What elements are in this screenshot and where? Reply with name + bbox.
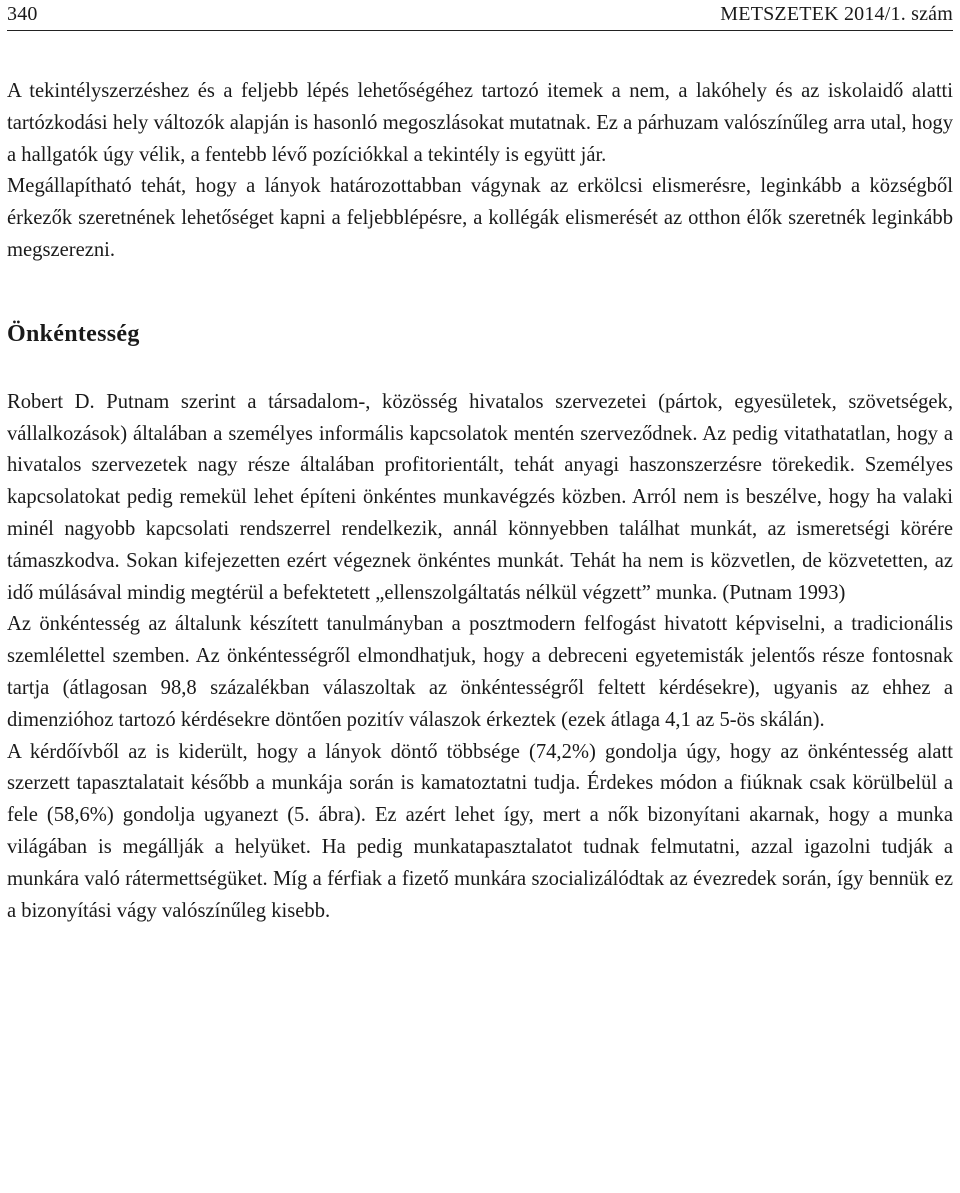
document-page (7, 0, 953, 927)
journal-title: METSZETEK 2014/1. szám (720, 3, 953, 25)
body-paragraph-1: Robert D. Putnam szerint a társadalom-, közösség hivatalos szervezetei (pártok, egyesületek, szövetségek, vállalkozások) általában a személyes informális kapcsolatok mentén szerveződnek. Az pedig vitathatatlan, hogy a hivatalos szervezetek nagy része általában profitorientált, tehát anyagi haszonszerzésre törekedik. Személyes kapcsolatokat pedig remekül lehet építeni önkéntes munkavégzés közben. Arról nem is beszélve, hogy ha valaki minél nagyobb kapcsolati rendszerrel rendelkezik, annál könnyebben találhat munkát, az ismeretségi körére támaszkodva. Sokan kifejezetten ezért végeznek önkéntes munkát. Tehát ha nem is közvetlen, de közvetetten, az idő múlásával mindig megtérül a befektetett „ellenszolgáltatás nélkül végzett” munka. (Putnam 1993) (7, 390, 953, 604)
intro-paragraph-1: A tekintélyszerzéshez és a feljebb lépés lehetőségéhez tartozó itemek a nem, a lakóhely és az iskolaidő alatti tartózkodási hely változók alapján is hasonló megoszlásokat mutatnak. Ez a párhuzam valószínűleg arra utal, hogy a hallgatók úgy vélik, a fentebb lévő pozíciókkal a tekintély is együtt jár. (7, 80, 953, 166)
body-paragraph-2: Az önkéntesség az általunk készített tanulmányban a posztmodern felfogást hivatott képviselni, a tradicionális szemlélettel szemben. Az önkéntességről elmondhatjuk, hogy a debreceni egyetemisták jelentős része fontosnak tartja (átlagosan 98,8 százalékban válaszoltak az önkéntességről feltett kérdésekre), ugyanis az ehhez a dimenzióhoz tartozó kérdésekre döntően pozitív válaszok érkeztek (ezek átlaga 4,1 az 5-ös skálán). (7, 613, 953, 731)
intro-paragraph-2: Megállapítható tehát, hogy a lányok határozottabban vágynak az erkölcsi elismerésre, leginkább a községből érkezők szeretnének lehetőséget kapni a feljebblépésre, a kollégák elismerését az otthon élők szeretnék leginkább megszerezni. (7, 175, 953, 261)
running-header (7, 0, 953, 31)
document-body (7, 76, 953, 927)
page-number: 340 (7, 3, 38, 25)
body-paragraph-3: A kérdőívből az is kiderült, hogy a lányok döntő többsége (74,2%) gondolja úgy, hogy az önkéntesség alatt szerzett tapasztalatait később a munkája során is kamatoztatni tudja. Érdekes módon a fiúknak csak körülbelül a fele (58,6%) gondolja ugyanezt (5. ábra). Ez azért lehet így, mert a nők bizonyítani akarnak, hogy a munka világában is megállják a helyüket. Ha pedig munkatapasztalatot tudnak felmutatni, azzal igazolni tudják a munkára való rátermettségüket. Míg a férfiak a fizető munkára szocializálódtak az évezredek során, így bennük ez a bizonyítási vágy valószínűleg kisebb. (7, 740, 953, 922)
section-heading: Önkéntesség (7, 320, 140, 347)
